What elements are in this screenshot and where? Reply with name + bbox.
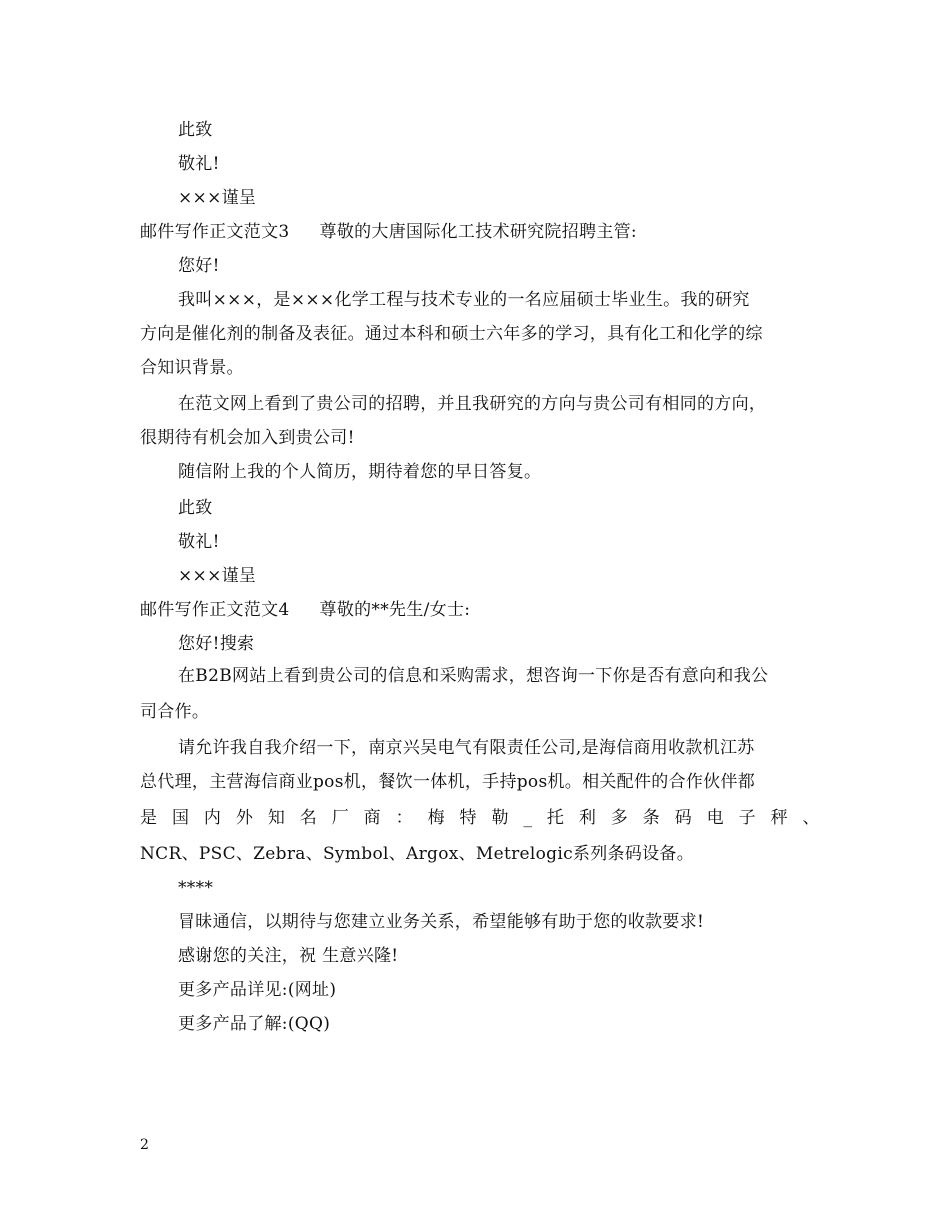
closing-signature: ×××谨呈 bbox=[178, 188, 257, 208]
justified-char: 是 bbox=[140, 808, 158, 828]
justified-char: ： bbox=[395, 808, 413, 828]
justified-char: 托 bbox=[546, 808, 565, 828]
justified-char: 条 bbox=[642, 808, 661, 828]
justified-char: 外 bbox=[235, 808, 254, 828]
justified-char: 商 bbox=[363, 808, 381, 828]
section-3-label: 邮件写作正文范文3 bbox=[140, 222, 290, 242]
justified-char: 电 bbox=[706, 808, 724, 828]
section-3-heading bbox=[140, 220, 637, 244]
section-4-paragraph-2-line-1: 请允许我自我介绍一下，南京兴吴电气有限责任公司,是海信商用收款机江苏 bbox=[178, 738, 755, 758]
justified-char: 码 bbox=[674, 808, 693, 828]
justified-char: 厂 bbox=[331, 808, 350, 828]
section-3-closing-regards: 敬礼! bbox=[178, 532, 220, 552]
section-4-paragraph-4: 感谢您的关注，祝 生意兴隆! bbox=[178, 946, 399, 966]
justified-char: 梅 bbox=[427, 808, 445, 828]
section-3-paragraph-2-line-1: 在范文网上看到了贵公司的招聘，并且我研究的方向与贵公司有相同的方向， bbox=[178, 394, 767, 414]
justified-char: 秤 bbox=[770, 808, 788, 828]
justified-char: 利 bbox=[578, 808, 597, 828]
section-4-greeting: 您好!搜索 bbox=[178, 634, 255, 654]
justified-char: _ bbox=[523, 808, 533, 828]
justified-char: 、 bbox=[802, 808, 820, 828]
justified-char: 勒 bbox=[491, 808, 509, 828]
section-4-stars: **** bbox=[178, 878, 214, 898]
section-3-recipient: 尊敬的大唐国际化工技术研究院招聘主管: bbox=[319, 222, 637, 242]
section-3-greeting: 您好! bbox=[178, 256, 220, 276]
justified-char: 内 bbox=[203, 808, 222, 828]
section-4-recipient: 尊敬的**先生/女士: bbox=[319, 600, 471, 620]
section-4-paragraph-2-line-3 bbox=[140, 806, 820, 830]
section-4-paragraph-2-line-2: 总代理，主营海信商业pos机，餐饮一体机，手持pos机。相关配件的合作伙伴都 bbox=[140, 772, 756, 792]
closing-salutation: 此致 bbox=[178, 120, 213, 140]
closing-regards: 敬礼! bbox=[178, 154, 220, 174]
section-4-more-info: 更多产品了解:(QQ) bbox=[178, 1014, 331, 1034]
section-3-closing-signature: ×××谨呈 bbox=[178, 566, 257, 586]
section-3-paragraph-3: 随信附上我的个人简历，期待着您的早日答复。 bbox=[178, 462, 542, 482]
section-3-closing-salutation: 此致 bbox=[178, 498, 213, 518]
justified-char: 知 bbox=[267, 808, 286, 828]
section-4-paragraph-1-line-1: 在B2B网站上看到贵公司的信息和采购需求，想咨询一下你是否有意向和我公 bbox=[178, 666, 769, 686]
justified-char: 国 bbox=[171, 808, 190, 828]
section-3-paragraph-1-line-3: 合知识背景。 bbox=[140, 358, 244, 378]
section-4-paragraph-3: 冒昧通信，以期待与您建立业务关系，希望能够有助于您的收款要求! bbox=[178, 912, 705, 932]
section-4-paragraph-2-line-4: NCR、PSC、Zebra、Symbol、Argox、Metrelogic系列条码设备。 bbox=[140, 844, 695, 864]
section-3-paragraph-1-line-2: 方向是催化剂的制备及表征。通过本科和硕士六年多的学习，具有化工和化学的综 bbox=[140, 324, 763, 344]
justified-char: 多 bbox=[610, 808, 629, 828]
page-number: 2 bbox=[140, 1137, 149, 1153]
section-3-paragraph-1-line-1: 我叫×××，是×××化学工程与技术专业的一名应届硕士毕业生。我的研究 bbox=[178, 290, 750, 310]
section-3-paragraph-2-line-2: 很期待有机会加入到贵公司! bbox=[140, 428, 355, 448]
justified-char: 子 bbox=[738, 808, 756, 828]
justified-char: 名 bbox=[299, 808, 318, 828]
justified-char: 特 bbox=[459, 808, 477, 828]
section-4-paragraph-1-line-2: 司合作。 bbox=[140, 702, 210, 722]
section-4-heading bbox=[140, 598, 470, 622]
section-4-more-details: 更多产品详见:(网址) bbox=[178, 980, 337, 1000]
section-4-label: 邮件写作正文范文4 bbox=[140, 600, 290, 620]
